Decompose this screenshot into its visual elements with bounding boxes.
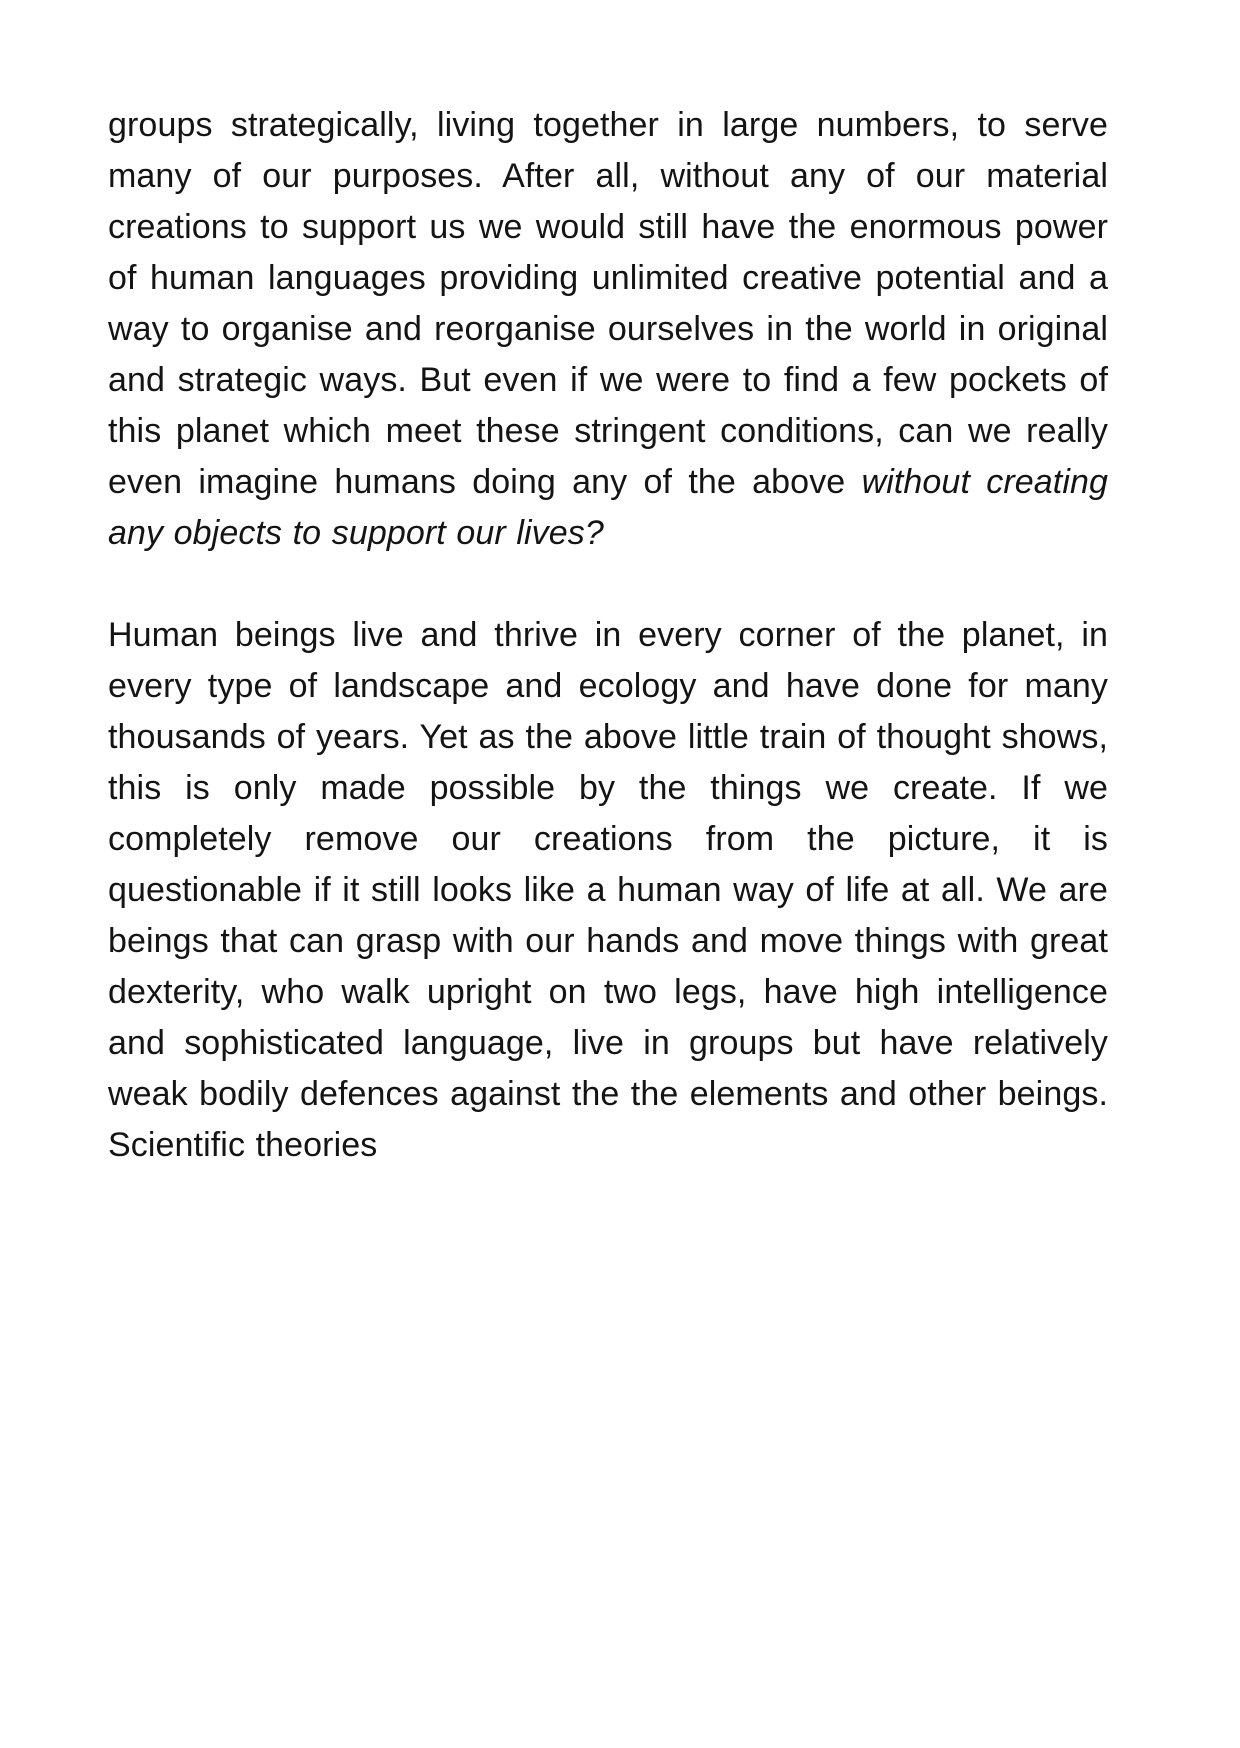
text-block xyxy=(108,100,1108,1171)
paragraph-1-text: groups strategically, living together in large numbers, to serve many of our purposes. After all, without any of our material creations to support us we would still have the enormous power of human languages providing unlimited creative potential and a way to organise and reorganise ourselves in the world in original and strategic ways. But even if we were to find a few pockets of this planet which meet these stringent conditions, can we really even imagine humans doing any of the above xyxy=(108,106,1108,501)
paragraph-1 xyxy=(108,100,1108,559)
paragraph-1-italic-text: without creating any objects to support our lives? xyxy=(108,463,1109,552)
paragraph-2 xyxy=(108,610,1108,1171)
paragraph-2-text: Human beings live and thrive in every corner of the planet, in every type of landscape and ecology and have done for many thousands of years. Yet as the above little train of thought shows, this is only made possible by the things we create. If we completely remove our creations from the picture, it is questionable if it still looks like a human way of life at all. We are beings that can grasp with our hands and move things with great dexterity, who walk upright on two legs, have high intelligence and sophisticated language, live in groups but have relatively weak bodily defences against the the elements and other beings. Scientific theories xyxy=(108,616,1108,1164)
